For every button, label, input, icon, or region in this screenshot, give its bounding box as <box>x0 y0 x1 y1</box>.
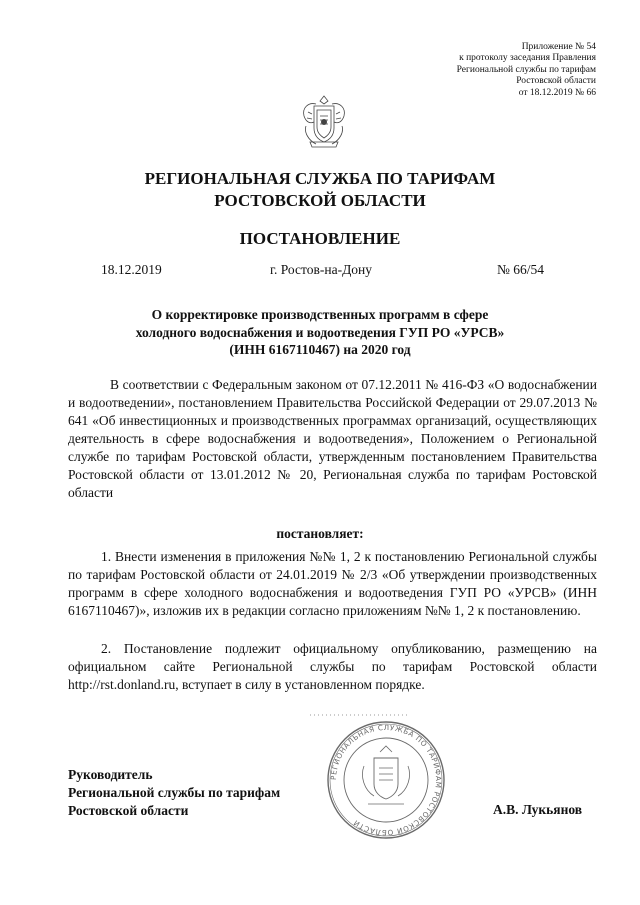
document-city: г. Ростов-на-Дону <box>270 262 373 277</box>
appendix-line: от 18.12.2019 № 66 <box>518 87 596 98</box>
document-subject <box>0 306 640 359</box>
organization-title-line1: РЕГИОНАЛЬНАЯ СЛУЖБА ПО ТАРИФАМ <box>144 169 496 188</box>
appendix-line: Ростовской области <box>516 76 596 87</box>
appendix-line: Приложение № 54 <box>521 42 596 52</box>
signatory-name: А.В. Лукьянов <box>493 802 583 817</box>
preamble-paragraph: В соответствии с Федеральным законом от 07.12.2011 № 416-ФЗ «О водоснабжении и водоотведении», постановлением Правительства Российской Федерации от 29.07.2013 № 641 «Об инвестиционных и производственных программах организаций, осуществляющих деятельность в сфере водоснабжения и водоотведения», Положением о Региональной службе по тарифам Ростовской области, утвержденным постановлением Правительства Ростовской области от 13.01.2012 № 20, Региональная служба по тарифам Ростовской области <box>68 377 597 500</box>
decree-item-1: 1. Внести изменения в приложения №№ 1, 2 к постановлению Региональной службы по тарифам Ростовской области от 24.01.2019 № 2/3 «Об утверждении производственных программ в сфере холодного водоснабжения и водоотведения ГУП РО «УРСВ» (ИНН 6167110467)», изложив их в редакции согласно приложениям №№ 1, 2 к постановлению. <box>68 549 597 618</box>
decrees-label: постановляет: <box>276 526 364 541</box>
signatory-position-line: Региональной службы по тарифам <box>68 785 281 800</box>
coat-of-arms-icon <box>296 92 352 150</box>
seal-text: РЕГИОНАЛЬНАЯ СЛУЖБА ПО ТАРИФАМ РОСТОВСКОЙ ОБЛАСТИ <box>328 722 444 838</box>
document-type-title: ПОСТАНОВЛЕНИЕ <box>239 229 401 248</box>
signatory-position-line: Руководитель <box>68 767 153 782</box>
appendix-line: Региональной службы по тарифам <box>456 64 596 75</box>
decree-item-2: 2. Постановление подлежит официальному опубликованию, размещению на официальном сайте Региональной службы по тарифам Ростовской области http://rst.donland.ru, вступает в силу в установленном порядке. <box>68 641 597 692</box>
subject-line: (ИНН 6167110467) на 2020 год <box>229 342 411 357</box>
document-number: № 66/54 <box>497 262 545 277</box>
document-date: 18.12.2019 <box>101 262 162 277</box>
organization-title-line2: РОСТОВСКОЙ ОБЛАСТИ <box>214 191 426 210</box>
appendix-block <box>457 42 596 99</box>
subject-line: О корректировке производственных программ в сфере <box>151 307 489 322</box>
subject-line: холодного водоснабжения и водоотведения ГУП РО «УРСВ» <box>135 324 505 340</box>
official-seal-icon <box>324 718 448 842</box>
signatory-position-line: Ростовской области <box>68 803 189 818</box>
signatory-position <box>68 766 280 820</box>
appendix-line: к протоколу заседания Правления <box>459 53 596 64</box>
